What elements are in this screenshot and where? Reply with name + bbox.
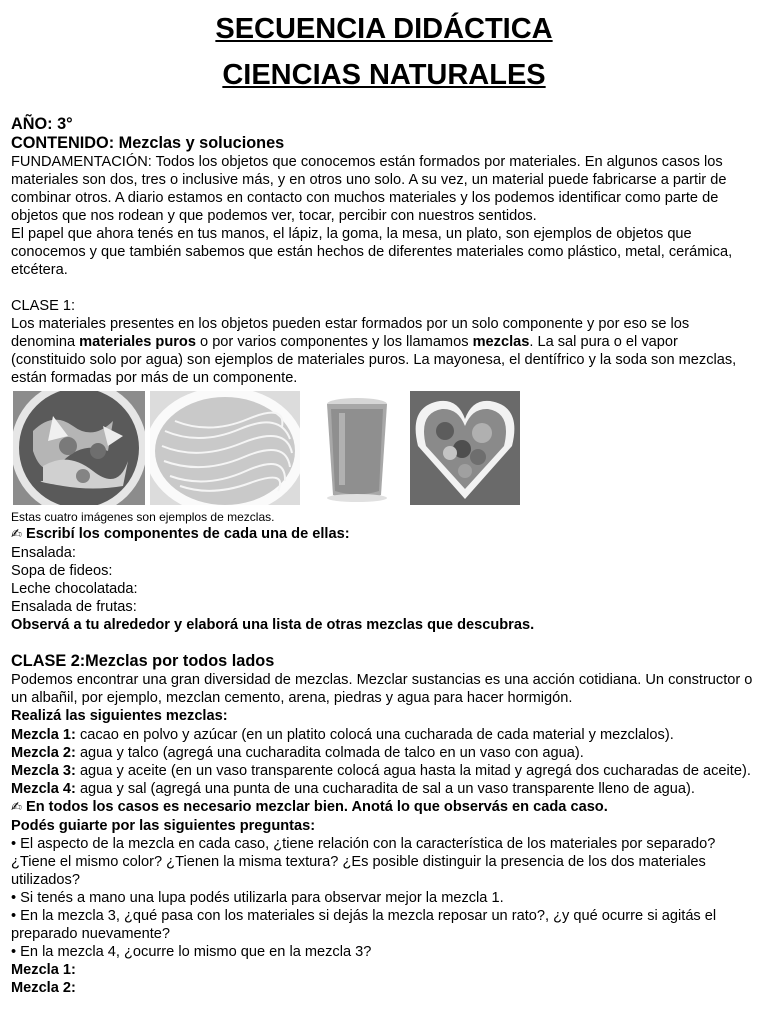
writing-hand-icon: ✍	[11, 527, 22, 542]
clase1-heading: CLASE 1:	[11, 298, 76, 314]
clase1-paragraph: Los materiales presentes en los objetos pueden estar formados por un solo componente y por eso se los denomina materiales puros o por varios componentes y los llamamos mezclas. La sal pura o el vapor (constituido solo por agua) son ejemplos de materiales puros. La mayonesa, el dentífrico y la soda son mezclas, están formadas por más de un componente.	[11, 316, 737, 386]
task-observe-mix: ✍ En todos los casos es necesario mezclar bien. Anotá lo que observás en cada caso.	[11, 799, 608, 815]
fundamentacion-paragraph: FUNDAMENTACIÓN: Todos los objetos que conocemos están formados por materiales. En algunos casos los materiales son dos, tres o inclusive más, y en otros uno solo. A su vez, un material puede fabricarse a partir de combinar otros. A diario estamos en contacto con muchos materiales y los podemos identificar como parte de objetos que nos rodean y que podemos ver, tocar, percibir con nuestros sentidos.	[11, 154, 727, 224]
mezcla-item: Mezcla 3: agua y aceite (en un vaso transparente colocá agua hasta la mitad y agregá dos cucharadas de aceite).	[11, 763, 751, 779]
fruit-salad-image	[410, 391, 520, 505]
clase2-heading: CLASE 2:Mezclas por todos lados	[11, 652, 275, 670]
mezcla-item: Mezcla 2: agua y talco (agregá una cucharadita colmada de talco en un vaso con agua).	[11, 745, 584, 761]
guide-heading: Podés guiarte por las siguientes preguntas:	[11, 818, 316, 834]
answer-label: Mezcla 1:	[11, 962, 76, 978]
content	[11, 115, 756, 997]
chocolate-milk-image	[305, 391, 410, 505]
mezcla-item: Mezcla 1: cacao en polvo y azúcar (en un platito colocá una cucharada de cada material y mezclalos).	[11, 727, 674, 743]
noodle-soup-image	[150, 391, 300, 505]
question: • El aspecto de la mezcla en cada caso, ¿tiene relación con la característica de los materiales por separado? ¿Tiene el mismo color? ¿Tienen la misma textura? ¿Es posible distinguir la presencia de los dos materiales utilizados?	[11, 836, 716, 888]
year-heading: AÑO: 3°	[11, 115, 73, 133]
observe-task: Observá a tu alrededor y elaborá una lista de otras mezclas que descubras.	[11, 617, 535, 633]
writing-hand-icon: ✍	[11, 800, 22, 815]
list-item: Ensalada de frutas:	[11, 599, 137, 615]
mezcla-item: Mezcla 4: agua y sal (agregá una punta de una cucharadita de sal a un vaso transparente lleno de agua).	[11, 781, 695, 797]
salad-image	[13, 391, 145, 505]
clase2-paragraph: Podemos encontrar una gran diversidad de mezclas. Mezclar sustancias es una acción cotidiana. Un constructor o un albañil, por ejemplo, mezclan cemento, arena, piedras y agua para hacer hormigón.	[11, 672, 753, 706]
task-mezclas: Realizá las siguientes mezclas:	[11, 708, 228, 724]
content-heading: CONTENIDO: Mezclas y soluciones	[11, 134, 285, 152]
images-caption: Estas cuatro imágenes son ejemplos de mezclas.	[11, 510, 275, 524]
question: • En la mezcla 4, ¿ocurre lo mismo que en la mezcla 3?	[11, 944, 372, 960]
list-item: Ensalada:	[11, 545, 76, 561]
mezclas-images	[13, 391, 756, 507]
question: • Si tenés a mano una lupa podés utilizarla para observar mejor la mezcla 1.	[11, 890, 504, 906]
answer-label: Mezcla 2:	[11, 980, 76, 996]
list-item: Sopa de fideos:	[11, 563, 113, 579]
list-item: Leche chocolatada:	[11, 581, 138, 597]
title-line-2: CIENCIAS NATURALES	[222, 59, 546, 91]
title-block	[0, 0, 768, 92]
task-components: ✍ Escribí los componentes de cada una de ellas:	[11, 526, 350, 542]
title-line-1: SECUENCIA DIDÁCTICA	[215, 13, 553, 45]
question: • En la mezcla 3, ¿qué pasa con los materiales si dejás la mezcla reposar un rato?, ¿y qué ocurre si agitás el preparado nuevamente?	[11, 908, 717, 942]
fundamentacion-paragraph-2: El papel que ahora tenés en tus manos, el lápiz, la goma, la mesa, un plato, son ejemplos de objetos que conocemos y que también sabemos que están hechos de diferentes materiales como plástico, metal, cerámica, etcétera.	[11, 226, 733, 278]
